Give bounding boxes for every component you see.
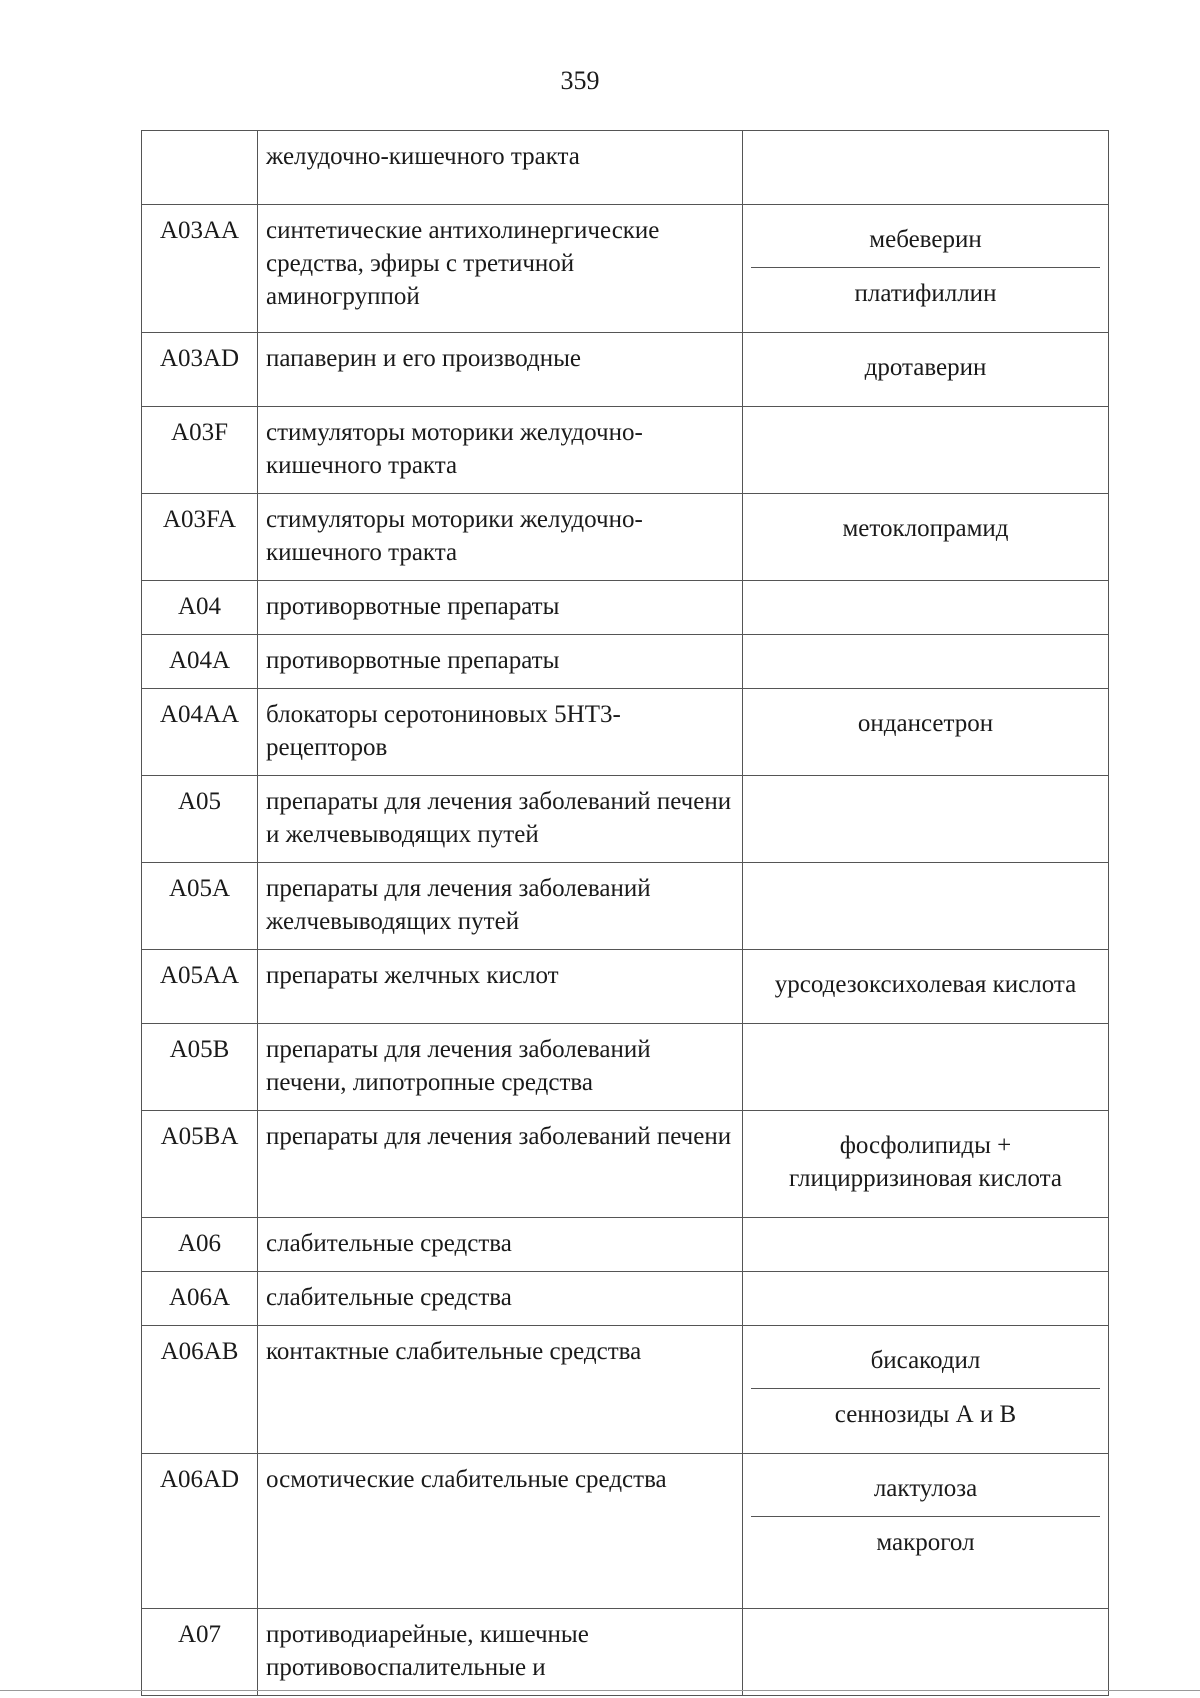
atc-code-cell: A04 xyxy=(142,581,258,635)
table-row xyxy=(142,1454,1109,1609)
description-cell: желудочно-кишечного тракта xyxy=(258,131,743,205)
atc-code-cell: A06 xyxy=(142,1218,258,1272)
drug-item: дротаверин xyxy=(864,354,987,381)
drug-item: лактулоза xyxy=(873,1475,978,1502)
description-cell: контактные слабительные средства xyxy=(258,1326,743,1454)
drug-cell xyxy=(743,494,1109,581)
drug-cell xyxy=(743,776,1109,863)
drug-cell xyxy=(743,1024,1109,1111)
drug-cell xyxy=(743,333,1109,407)
table-row xyxy=(142,776,1109,863)
atc-code-cell: A03F xyxy=(142,407,258,494)
atc-code-cell: A03FA xyxy=(142,494,258,581)
atc-code-cell: A06AD xyxy=(142,1454,258,1609)
atc-code-cell: A04AA xyxy=(142,689,258,776)
drug-item: урсодезоксихолевая кислота xyxy=(774,971,1077,998)
drug-item: бисакодил xyxy=(870,1347,981,1374)
drug-item: сеннозиды А и В xyxy=(751,1388,1100,1442)
drug-cell xyxy=(743,863,1109,950)
atc-code-cell: A05AA xyxy=(142,950,258,1024)
table-row xyxy=(142,635,1109,689)
table-row xyxy=(142,1024,1109,1111)
atc-code-cell: A05B xyxy=(142,1024,258,1111)
atc-code-cell: A05 xyxy=(142,776,258,863)
description-cell: блокаторы серотониновых 5НТ3-рецепторов xyxy=(258,689,743,776)
description-cell: папаверин и его производные xyxy=(258,333,743,407)
drug-cell xyxy=(743,635,1109,689)
atc-code-cell: A03AA xyxy=(142,205,258,333)
drug-cell xyxy=(743,1326,1109,1454)
drug-item: платифиллин xyxy=(751,267,1100,321)
table-row xyxy=(142,494,1109,581)
atc-code-cell xyxy=(142,131,258,205)
table-row xyxy=(142,1218,1109,1272)
atc-code-cell: A03AD xyxy=(142,333,258,407)
atc-code-cell: A06AB xyxy=(142,1326,258,1454)
drug-item: метоклопрамид xyxy=(842,515,1009,542)
description-cell: противорвотные препараты xyxy=(258,581,743,635)
atc-code-cell: A07 xyxy=(142,1609,258,1696)
drug-cell xyxy=(743,689,1109,776)
drug-cell xyxy=(743,1609,1109,1696)
description-cell: слабительные средства xyxy=(258,1218,743,1272)
drug-cell xyxy=(743,1111,1109,1218)
drug-cell xyxy=(743,1272,1109,1326)
drug-cell xyxy=(743,131,1109,205)
table-row xyxy=(142,333,1109,407)
description-cell: осмотические слабительные средства xyxy=(258,1454,743,1609)
atc-code-cell: A06A xyxy=(142,1272,258,1326)
description-cell: препараты для лечения заболеваний желчевыводящих путей xyxy=(258,863,743,950)
drug-cell xyxy=(743,581,1109,635)
page-number: 359 xyxy=(560,66,600,95)
atc-code-cell: A05A xyxy=(142,863,258,950)
table-row xyxy=(142,863,1109,950)
drug-cell xyxy=(743,1454,1109,1609)
atc-drug-table xyxy=(141,130,1109,1696)
atc-code-cell: A04A xyxy=(142,635,258,689)
drug-cell xyxy=(743,1218,1109,1272)
drug-item-empty xyxy=(751,140,1100,193)
drug-item: мебеверин xyxy=(869,226,982,253)
drug-cell xyxy=(743,407,1109,494)
table-row xyxy=(142,689,1109,776)
description-cell: препараты для лечения заболеваний печени, липотропные средства xyxy=(258,1024,743,1111)
description-cell: препараты для лечения заболеваний печени xyxy=(258,1111,743,1218)
description-cell: стимуляторы моторики желудочно-кишечного тракта xyxy=(258,407,743,494)
table-row xyxy=(142,131,1109,205)
atc-code-cell: A05BA xyxy=(142,1111,258,1218)
drug-item: фосфолипиды + глицирризиновая кислота xyxy=(788,1132,1063,1192)
table-row xyxy=(142,1326,1109,1454)
table-row xyxy=(142,1111,1109,1218)
description-cell: противодиарейные, кишечные противовоспалительные и xyxy=(258,1609,743,1696)
drug-cell xyxy=(743,950,1109,1024)
table-row xyxy=(142,950,1109,1024)
description-cell: стимуляторы моторики желудочно-кишечного тракта xyxy=(258,494,743,581)
table-row xyxy=(142,1609,1109,1696)
table-row xyxy=(142,1272,1109,1326)
description-cell: препараты желчных кислот xyxy=(258,950,743,1024)
table-row xyxy=(142,581,1109,635)
description-cell: синтетические антихолинергические средства, эфиры с третичной аминогруппой xyxy=(258,205,743,333)
table-row xyxy=(142,407,1109,494)
drug-item: ондансетрон xyxy=(857,710,994,737)
page-bottom-rule xyxy=(0,1690,1200,1691)
drug-item: макрогол xyxy=(751,1516,1100,1597)
table-row xyxy=(142,205,1109,333)
description-cell: слабительные средства xyxy=(258,1272,743,1326)
description-cell: препараты для лечения заболеваний печени и желчевыводящих путей xyxy=(258,776,743,863)
drug-cell xyxy=(743,205,1109,333)
description-cell: противорвотные препараты xyxy=(258,635,743,689)
